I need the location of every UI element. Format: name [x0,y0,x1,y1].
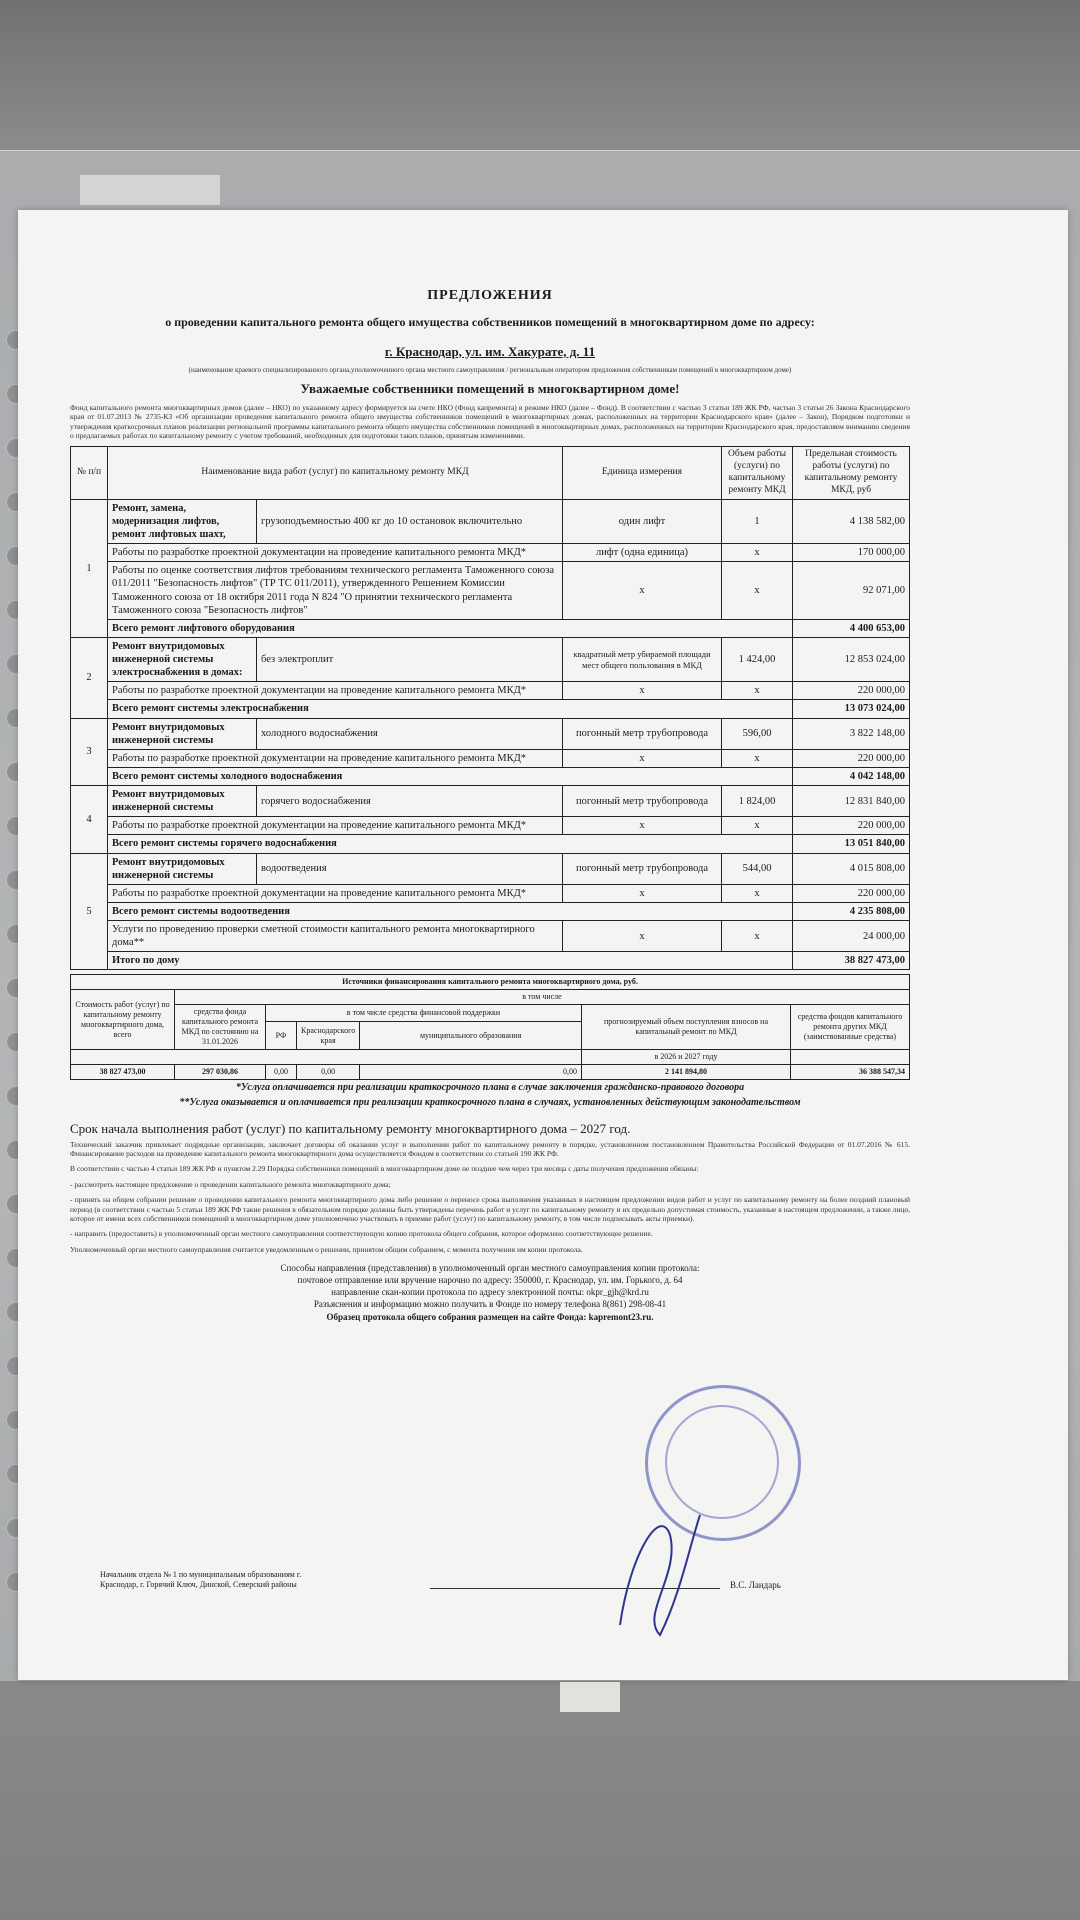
work-name: Работы по разработке проектной документации на проведение капитального ремонта МКД* [108,817,563,835]
unit: лифт (одна единица) [563,544,722,562]
table-row [71,562,910,620]
unit: погонный метр трубопровода [563,853,722,884]
subtotal-row [71,700,910,718]
body-paragraph-4: - принять на общем собрании решение о проведении капитального ремонта многоквартирного дома либо решение о переносе срока выполнения указанных в настоящем предложении видов работ и услуг по капитальному ремонту на более поздний плановый период (в соответствии с частью 5 статьи 189 ЖК РФ такие решения в обязательном порядке должны быть утверждены перечень работ и услуг по капитальному ремонту и их предельно допустимая стоимость, указанные в настоящем предложении, а также лицо, которое от имени всех собственников помещений в многоквартирном доме уполномочено участвовать в приемке работ (услуг) по капитальному ремонту, в том числе подписывать акты приемки). [70,1195,910,1223]
address-note: (наименование краевого специализированного органа,уполномоченного органа местного самоуправления / региональным оператором предложения собственникам помещений в многоквартирном доме) [188,365,792,374]
fin-v-mun: 0,00 [360,1065,582,1080]
footnote-1: *Услуга оплачивается при реализации краткосрочного плана в случае заключения гражданско-правового договора [235,1082,745,1094]
work-category: Ремонт внутридомовых инженерной системы [108,853,257,884]
subtotal-label: Всего ремонт лифтового оборудования [108,619,793,637]
unit: один лифт [563,499,722,543]
greeting: Уважаемые собственники помещений в многоквартирном доме! [300,380,680,396]
subtotal-value: 13 073 024,00 [793,700,910,718]
row-no: 4 [71,786,108,854]
fin-col-forecast: прогнозируемый объем поступления взносов на капитальный ремонт по МКД [582,1005,791,1050]
fin-v-fund: 297 030,86 [175,1065,266,1080]
subtotal-value: 4 400 653,00 [793,619,910,637]
table-row [71,817,910,835]
work-subtype: водоотведения [257,853,563,884]
fin-v-forecast: 2 141 894,80 [582,1065,791,1080]
unit: погонный метр трубопровода [563,786,722,817]
volume: 1 [722,499,793,543]
work-category: Ремонт внутридомовых инженерной системы [108,718,257,749]
doc-address: г. Краснодар, ул. им. Хакурате, д. 11 [384,343,596,359]
grand-total-label: Итого по дому [108,952,793,970]
subtotal-row [71,902,910,920]
cost: 4 138 582,00 [793,499,910,543]
work-subtype: холодного водоснабжения [257,718,563,749]
cost: 220 000,00 [793,749,910,767]
cost: 3 822 148,00 [793,718,910,749]
contact-line-5: Образец протокола общего собрания размещен на сайте Фонда: kapremont23.ru. [326,1311,654,1322]
work-subtype: без электроплит [257,637,563,681]
volume: 544,00 [722,853,793,884]
signatory-position: Начальник отдела № 1 по муниципальным образованиям г. Краснодар, г. Горячий Ключ, Динской, Северский районы [100,1570,302,1589]
subtotal-row [71,835,910,853]
work-name: Работы по разработке проектной документации на проведение капитального ремонта МКД* [108,749,563,767]
doc-subtitle: о проведении капитального ремонта общего имущества собственников помещений в многоквартирном доме по адресу: [165,314,815,329]
row-no: 2 [71,637,108,718]
unit: погонный метр трубопровода [563,718,722,749]
table-row [71,921,910,952]
work-category: Ремонт, замена, модернизация лифтов, ремонт лифтовых шахт, [108,499,257,543]
table-row [71,544,910,562]
subtotal-row [71,767,910,785]
subtotal-value: 4 042 148,00 [793,767,910,785]
cost: 220 000,00 [793,817,910,835]
table-row [71,637,910,681]
unit: х [563,749,722,767]
table-row [71,718,910,749]
volume: 1 824,00 [722,786,793,817]
work-name: Работы по разработке проектной документации на проведение капитального ремонта МКД* [108,544,563,562]
col-volume: Объем работы (услуги) по капитальному ремонту МКД [722,447,793,500]
start-year-line: Срок начала выполнения работ (услуг) по капитальному ремонту многоквартирного дома – 2027 год. [70,1121,631,1137]
body-paragraph-1: Технический заказчик привлекает подрядные организации, заключает договоры об оказании услуг и выполнении работ по капитальному ремонту в порядке, установленном постановлением Правительства Российской Федерации от 01.07.2016 № 615. Финансирование расходов на проведение капитального ремонта многоквартирного дома осуществляется Фондом в соответствии со статьей 190 ЖК РФ. [70,1139,910,1158]
financing-title: Источники финансирования капитального ремонта многоквартирного дома, руб. [71,975,910,990]
cost: 92 071,00 [793,562,910,620]
work-name: Работы по разработке проектной документации на проведение капитального ремонта МКД* [108,682,563,700]
volume: 1 424,00 [722,637,793,681]
document [70,275,910,1590]
work-category: Ремонт внутридомовых инженерной системы [108,786,257,817]
signatory-name: В.С. Ландарь [730,1580,781,1590]
table-row [71,682,910,700]
contact-line-4: Разъяснения и информацию можно получить в Фонде по номеру телефона 8(861) 298-08-41 [313,1299,667,1310]
volume: х [722,884,793,902]
cost: 12 831 840,00 [793,786,910,817]
cost: 220 000,00 [793,682,910,700]
contact-line-3: направление скан-копии протокола по адресу электронной почты: okpr_gjh@krd.ru [331,1287,649,1298]
fin-col-total: Стоимость работ (услуг) по капитальному ремонту многоквартирного дома, всего [71,990,175,1050]
work-subtype: горячего водоснабжения [257,786,563,817]
work-name: Работы по разработке проектной документации на проведение капитального ремонта МКД* [108,884,563,902]
volume: х [722,817,793,835]
volume: 596,00 [722,718,793,749]
row-no: 1 [71,499,108,637]
table-row [71,499,910,543]
row-no: 5 [71,853,108,970]
table-row [71,884,910,902]
contact-line-1: Способы направления (представления) в уполномоченный орган местного самоуправления копии протокола: [280,1263,700,1273]
col-no: № п/п [71,447,108,500]
fin-col-kk: Краснодарского края [297,1022,360,1050]
unit: х [563,562,722,620]
fin-v-other: 36 388 547,34 [791,1065,910,1080]
work-name: Работы по оценке соответствия лифтов требованиям технического регламента Таможенного союза 011/2011 "Безопасность лифтов" (ТР ТС 011/2011), утвержденного Решением Комиссии Таможенного союза от 18 октября 2011 года N 824 "О принятии технического регламента Таможенного союза "Безопасность лифтов" [108,562,563,620]
cost: 24 000,00 [793,921,910,952]
work-category: Ремонт внутридомовых инженерной системы электроснабжения в домах: [108,637,257,681]
subtotal-row [71,619,910,637]
subtotal-label: Всего ремонт системы горячего водоснабжения [108,835,793,853]
contact-block [70,1262,910,1323]
tape-strip-bottom [560,1682,620,1712]
footnote-2: **Услуга оказывается и оплачивается при реализации краткосрочного плана в случаях, установленных действующим законодательством [179,1096,801,1108]
unit: х [563,884,722,902]
fin-col-rf: РФ [266,1022,297,1050]
grand-total-row [71,952,910,970]
body-paragraph-2: В соответствии с частью 4 статьи 189 ЖК РФ и пунктом 2.29 Порядка собственники помещений в многоквартирном доме не позднее чем через три месяца с даты получения предложения обязаны: [70,1164,699,1174]
row-no: 3 [71,718,108,786]
unit: х [563,817,722,835]
fin-col-forecast-years: в 2026 и 2027 году [582,1050,791,1065]
subtotal-label: Всего ремонт системы электроснабжения [108,700,793,718]
table-header-row [71,447,910,500]
grand-total-value: 38 827 473,00 [793,952,910,970]
volume: х [722,749,793,767]
subtotal-label: Всего ремонт системы холодного водоснабжения [108,767,793,785]
cost: 170 000,00 [793,544,910,562]
unit: х [563,682,722,700]
body-paragraph-3: - рассмотреть настоящее предложение о проведении капитального ремонта многоквартирного дома; [70,1179,391,1189]
subtotal-value: 13 051 840,00 [793,835,910,853]
table-row [71,749,910,767]
financing-table [70,974,910,1080]
cost: 12 853 024,00 [793,637,910,681]
work-subtype: грузоподъемностью 400 кг до 10 остановок включительно [257,499,563,543]
cost: 4 015 808,00 [793,853,910,884]
tape-strip-top [80,175,220,205]
doc-title: ПРЕДЛОЖЕНИЯ [427,288,553,303]
table-row [71,786,910,817]
works-table [70,446,910,970]
financing-values-row [71,1065,910,1080]
col-name: Наименование вида работ (услуг) по капитальному ремонту МКД [108,447,563,500]
handwritten-signature [600,1475,720,1645]
table-row [71,853,910,884]
fin-v-total: 38 827 473,00 [71,1065,175,1080]
col-unit: Единица измерения [563,447,722,500]
fin-in-that-number: в том числе [175,990,910,1005]
contact-line-2: почтовое отправление или вручение нарочно по адресу: 350000, г. Краснодар, ул. им. Горького, д. 64 [297,1275,683,1286]
subtotal-value: 4 235 808,00 [793,902,910,920]
cost: 220 000,00 [793,884,910,902]
body-paragraph-6: Уполномоченный орган местного самоуправления считается уведомленным о решении, принятом общим собранием, с момента получения им копии протокола. [70,1244,583,1254]
volume: х [722,544,793,562]
fin-col-mun: муниципального образования [360,1022,582,1050]
col-cost: Предельная стоимость работы (услуги) по капитальному ремонту МКД, руб [793,447,910,500]
volume: х [722,562,793,620]
fin-v-rf: 0,00 [266,1065,297,1080]
volume: х [722,682,793,700]
fin-col-support: в том числе средства финансовой поддержки [266,1005,582,1022]
fin-col-other: средства фондов капитального ремонта других МКД (заимствованные средства) [791,1005,910,1050]
unit: квадратный метр убираемой площади мест общего пользования в МКД [563,637,722,681]
work-name: Услуги по проведению проверки сметной стоимости капитального ремонта многоквартирного дома** [108,921,563,952]
fin-v-kk: 0,00 [297,1065,360,1080]
body-paragraph-5: - направить (предоставить) в уполномоченный орган местного самоуправления соответствующую копию протокола общего собрания, которое оформлено соответствующее решение. [70,1229,653,1239]
volume: х [722,921,793,952]
unit: х [563,921,722,952]
fin-col-fund: средства фонда капитального ремонта МКД по состоянию на 31.01.2026 [175,1005,266,1050]
intro-paragraph: Фонд капитального ремонта многоквартирных домов (далее – НКО) по указанному адресу формируется на счете НКО (Фонд капремонта) в режиме НКО (далее – Фонд). В соответствии с частью 3 статьи 189 ЖК РФ, частью 3 статьи 26 Закона Краснодарского края от 01.07.2013 № 2735-КЗ «Об организации проведения капитального ремонта общего имущества собственников помещений в многоквартирных домах, расположенных на территории Краснодарского края» (далее – Закон), Порядком подготовки и утверждения краткосрочных планов реализации региональной программы капитального ремонта общего имущества собственников помещений в многоквартирных домах, расположенных на территории Краснодарского края, предоставляем вниманию сведения о предлагаемых работах по капитальному ремонту с учетом требований, необходимых для подготовки таких планов, принятым изменениями. [70,402,910,440]
subtotal-label: Всего ремонт системы водоотведения [108,902,793,920]
